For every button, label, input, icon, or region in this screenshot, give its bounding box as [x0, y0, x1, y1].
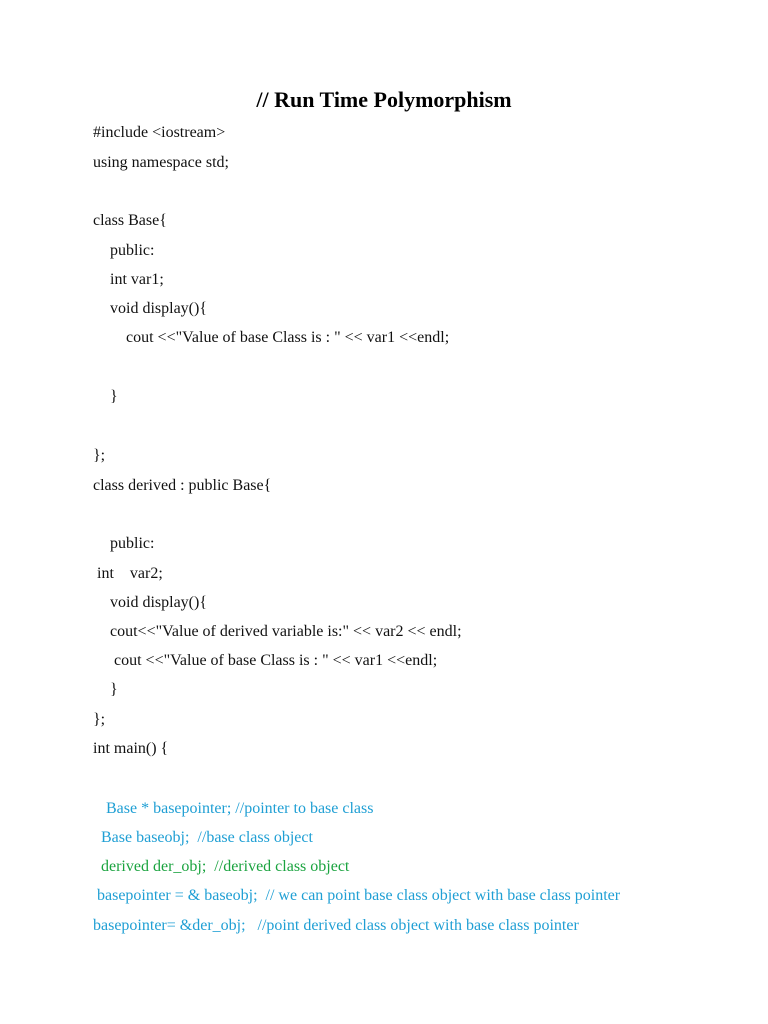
code-line-class-derived: class derived : public Base{ [93, 477, 272, 494]
code-line-display-derived: void display(){ [110, 594, 207, 611]
code-line-basepointer-assign-derived: basepointer= &der_obj; //point derived class object with base class pointer [93, 917, 579, 934]
code-line-cout-derived: cout<<"Value of derived variable is:" << var2 << endl; [110, 623, 462, 640]
code-line-close-class-base: }; [93, 447, 106, 464]
code-line-include: #include <iostream> [93, 124, 226, 141]
code-line-public-derived: public: [110, 535, 155, 552]
code-line-cout-base-derived: cout <<"Value of base Class is : " << var1 <<endl; [114, 652, 438, 669]
code-line-display-base: void display(){ [110, 300, 207, 317]
code-line-baseobj-decl: Base baseobj; //base class object [101, 829, 313, 846]
code-line-close-class-derived: }; [93, 711, 106, 728]
code-line-close-display-base: } [110, 388, 118, 405]
code-line-namespace: using namespace std; [93, 154, 229, 171]
code-line-close-display-derived: } [110, 681, 118, 698]
code-line-derobj-decl: derived der_obj; //derived class object [101, 858, 350, 875]
code-line-int-var2: int var2; [97, 565, 163, 582]
code-line-main: int main() { [93, 740, 169, 757]
code-line-basepointer-assign-base: basepointer = & baseobj; // we can point base class object with base class pointer [97, 887, 621, 904]
code-line-public-base: public: [110, 242, 155, 259]
page-title: // Run Time Polymorphism [256, 87, 512, 112]
code-line-int-var1: int var1; [110, 271, 164, 288]
code-line-basepointer-decl: Base * basepointer; //pointer to base class [106, 800, 374, 817]
code-line-cout-base: cout <<"Value of base Class is : " << var1 <<endl; [126, 329, 450, 346]
code-line-class-base: class Base{ [93, 212, 167, 229]
